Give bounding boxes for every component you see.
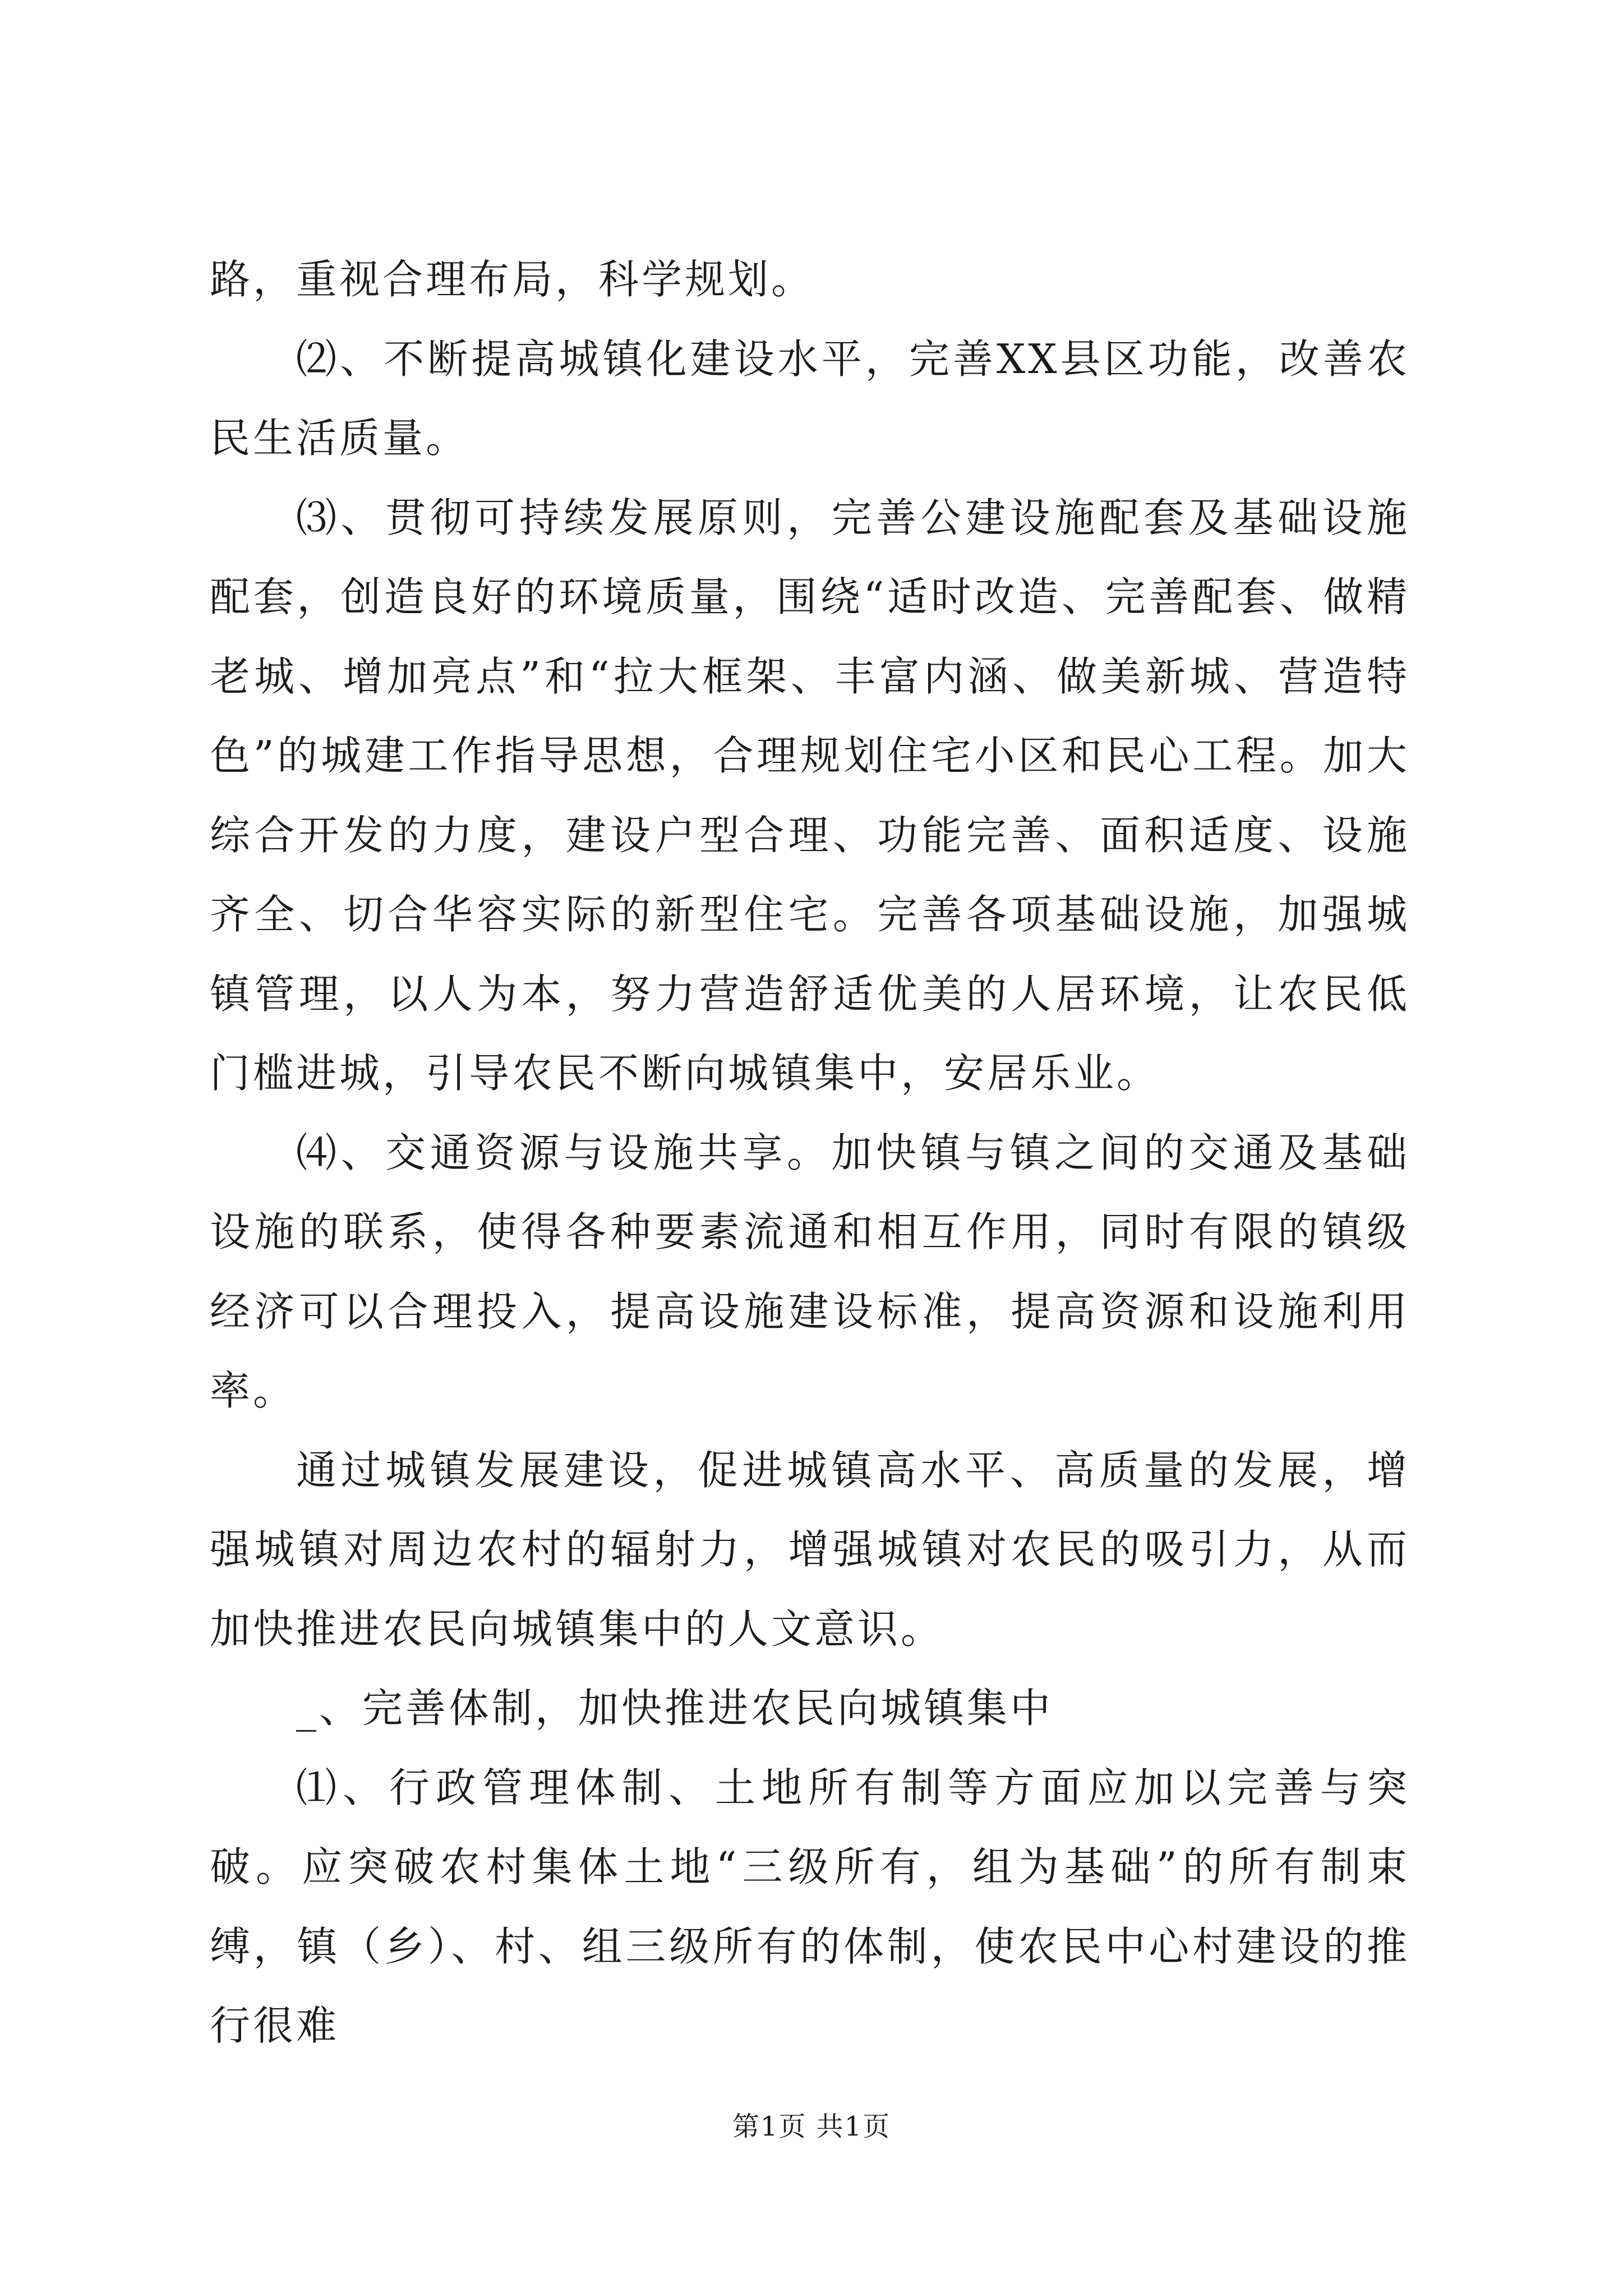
page-footer: 第1页 共1页 bbox=[732, 2111, 891, 2142]
paragraph-item-3: ⑶、贯彻可持续发展原则，完善公建设施配套及基础设施配套，创造良好的环境质量，围绕“适时改造、完善配套、做精老城、增加亮点”和“拉大框架、丰富内涵、做美新城、营造特色”的城建工作指导思想，合理规划住宅小区和民心工程。加大综合开发的力度，建设户型合理、功能完善、面积适度、设施齐全、切合华容实际的新型住宅。完善各项基础设施，加强城镇管理，以人为本，努力营造舒适优美的人居环境，让农民低门槛进城，引导农民不断向城镇集中，安居乐业。 bbox=[210, 494, 1410, 1097]
paragraph-item-2: ⑵、不断提高城镇化建设水平，完善XX县区功能，改善农民生活质量。 bbox=[210, 335, 1410, 462]
document-body bbox=[210, 240, 1410, 2066]
paragraph-item-1: ⑴、行政管理体制、土地所有制等方面应加以完善与突破。应突破农村集体土地“三级所有，组为基础”的所有制束缚，镇（乡）、村、组三级所有的体制，使农民中心村建设的推行很难 bbox=[210, 1764, 1410, 2049]
paragraph-item-4: ⑷、交通资源与设施共享。加快镇与镇之间的交通及基础设施的联系，使得各种要素流通和相互作用，同时有限的镇级经济可以合理投入，提高设施建设标准，提高资源和设施利用率。 bbox=[210, 1129, 1410, 1414]
paragraph-continuation: 路，重视合理布局，科学规划。 bbox=[210, 256, 815, 303]
section-heading: _、完善体制，加快推进农民向城镇集中 bbox=[296, 1685, 1054, 1732]
paragraph-summary: 通过城镇发展建设，促进城镇高水平、高质量的发展，增强城镇对周边农村的辐射力，增强城镇对农民的吸引力，从而加快推进农民向城镇集中的人文意识。 bbox=[210, 1446, 1410, 1653]
